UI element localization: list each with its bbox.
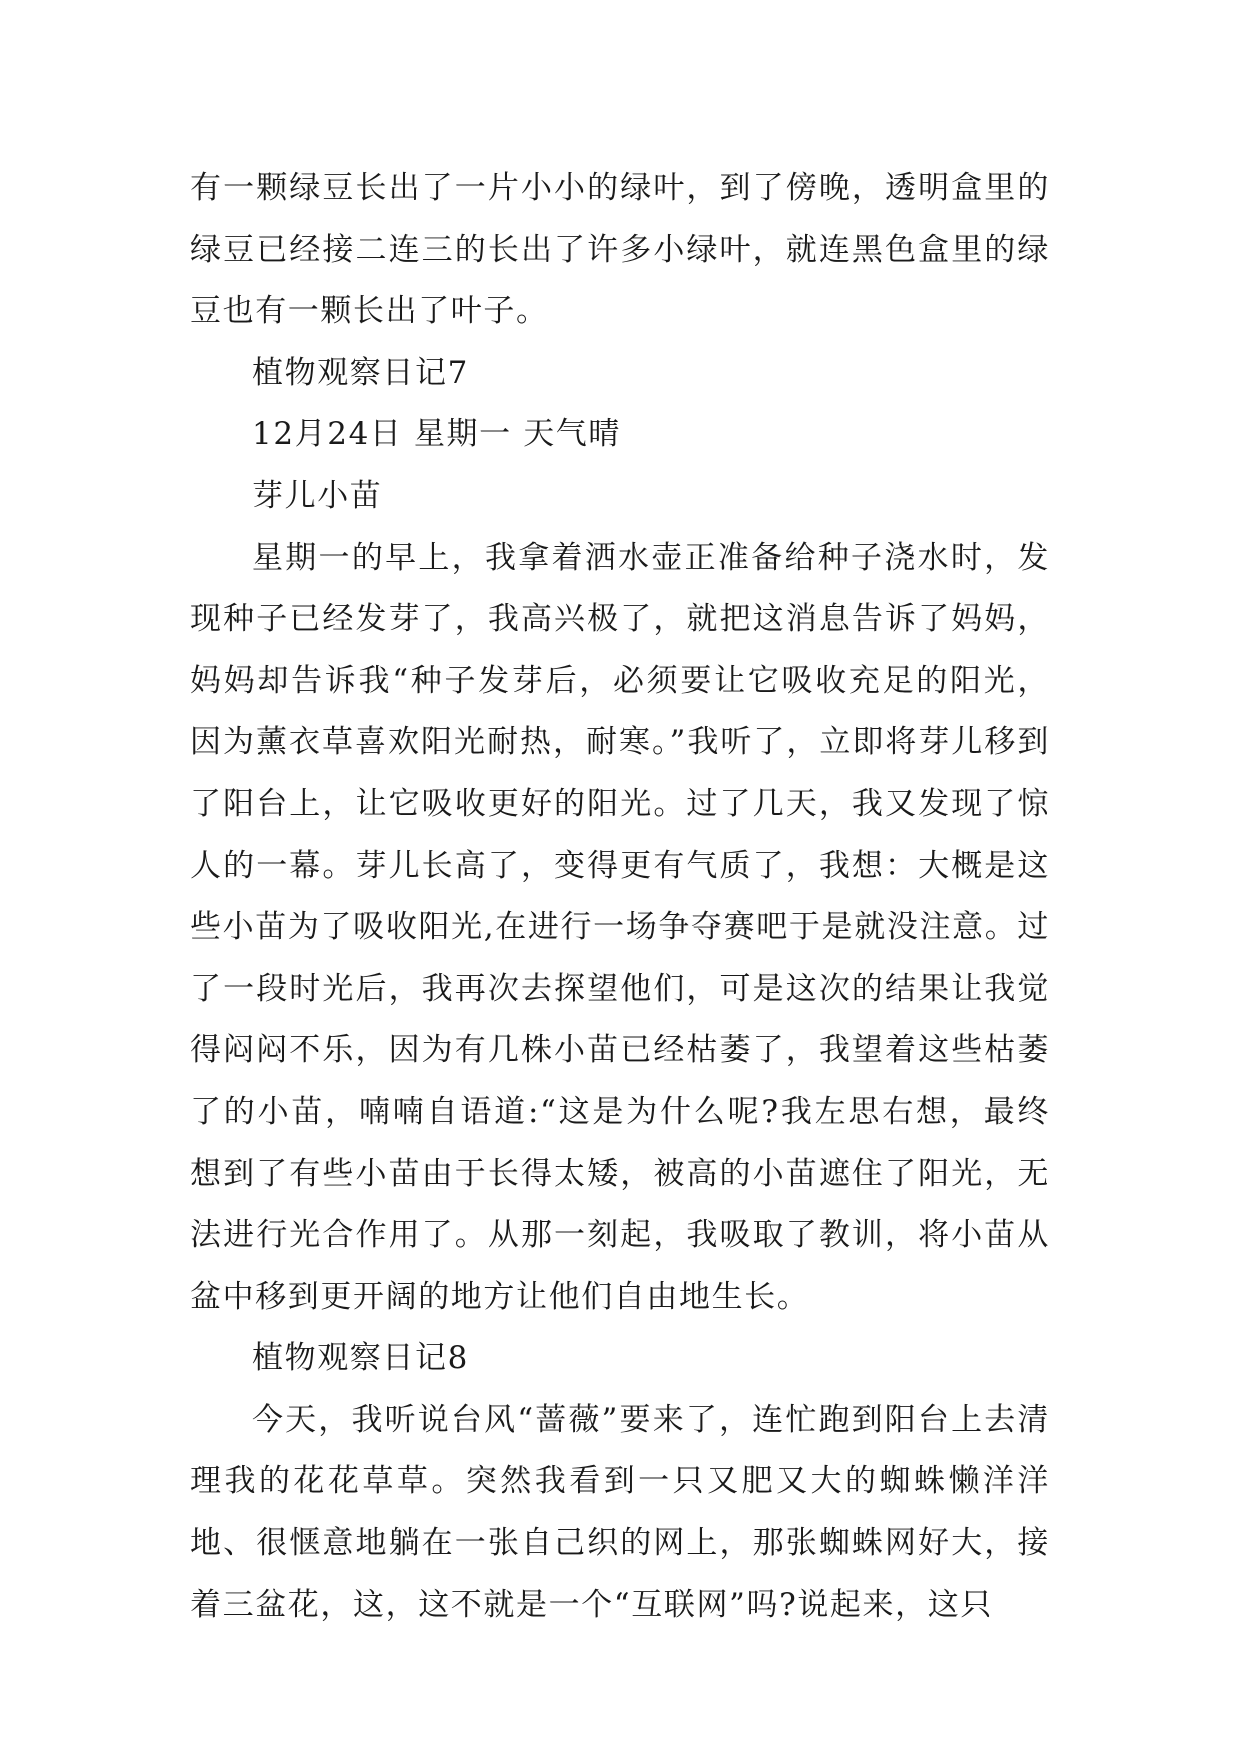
diary-date-line: 12月24日 星期一 天气晴 — [252, 416, 621, 453]
paragraph-diary-7-body: 星期一的早上，我拿着洒水壶正准备给种子浇水时，发现种子已经发芽了，我高兴极了，就把这消息告诉了妈妈，妈妈却告诉我“种子发芽后，必须要让它吸收充足的阳光，因为薰衣草喜欢阳光耐热，耐寒。”我听了，立即将芽儿移到了阳台上，让它吸收更好的阳光。过了几天，我又发现了惊人的一幕。芽儿长高了，变得更有气质了，我想：大概是这些小苗为了吸收阳光,在进行一场争夺赛吧于是就没注意。过了一段时光后，我再次去探望他们，可是这次的结果让我觉得闷闷不乐，因为有几株小苗已经枯萎了，我望着这些枯萎了的小苗，喃喃自语道:“这是为什么呢?我左思右想，最终想到了有些小苗由于长得太矮，被高的小苗遮住了阳光，无法进行光合作用了。从那一刻起，我吸取了教训，将小苗从盆中移到更开阔的地方让他们自由地生长。 — [190, 539, 1050, 1315]
paragraph-continued-text: 有一颗绿豆长出了一片小小的绿叶，到了傍晚，透明盒里的绿豆已经接二连三的长出了许多小绿叶，就连黑色盒里的绿豆也有一颗长出了叶子。 — [190, 170, 1050, 330]
document-body — [190, 158, 1050, 1636]
paragraph-diary-8-body: 今天，我听说台风“蔷薇”要来了，连忙跑到阳台上去清理我的花花草草。突然我看到一只又肥又大的蜘蛛懒洋洋地、很惬意地躺在一张自己织的网上，那张蜘蛛网好大，接着三盆花，这，这不就是一个“互联网”吗?说起来，这只 — [190, 1401, 1050, 1623]
diary-heading-7: 植物观察日记7 — [252, 354, 469, 391]
diary-subtitle: 芽儿小苗 — [252, 477, 383, 514]
diary-heading-8: 植物观察日记8 — [252, 1340, 469, 1377]
